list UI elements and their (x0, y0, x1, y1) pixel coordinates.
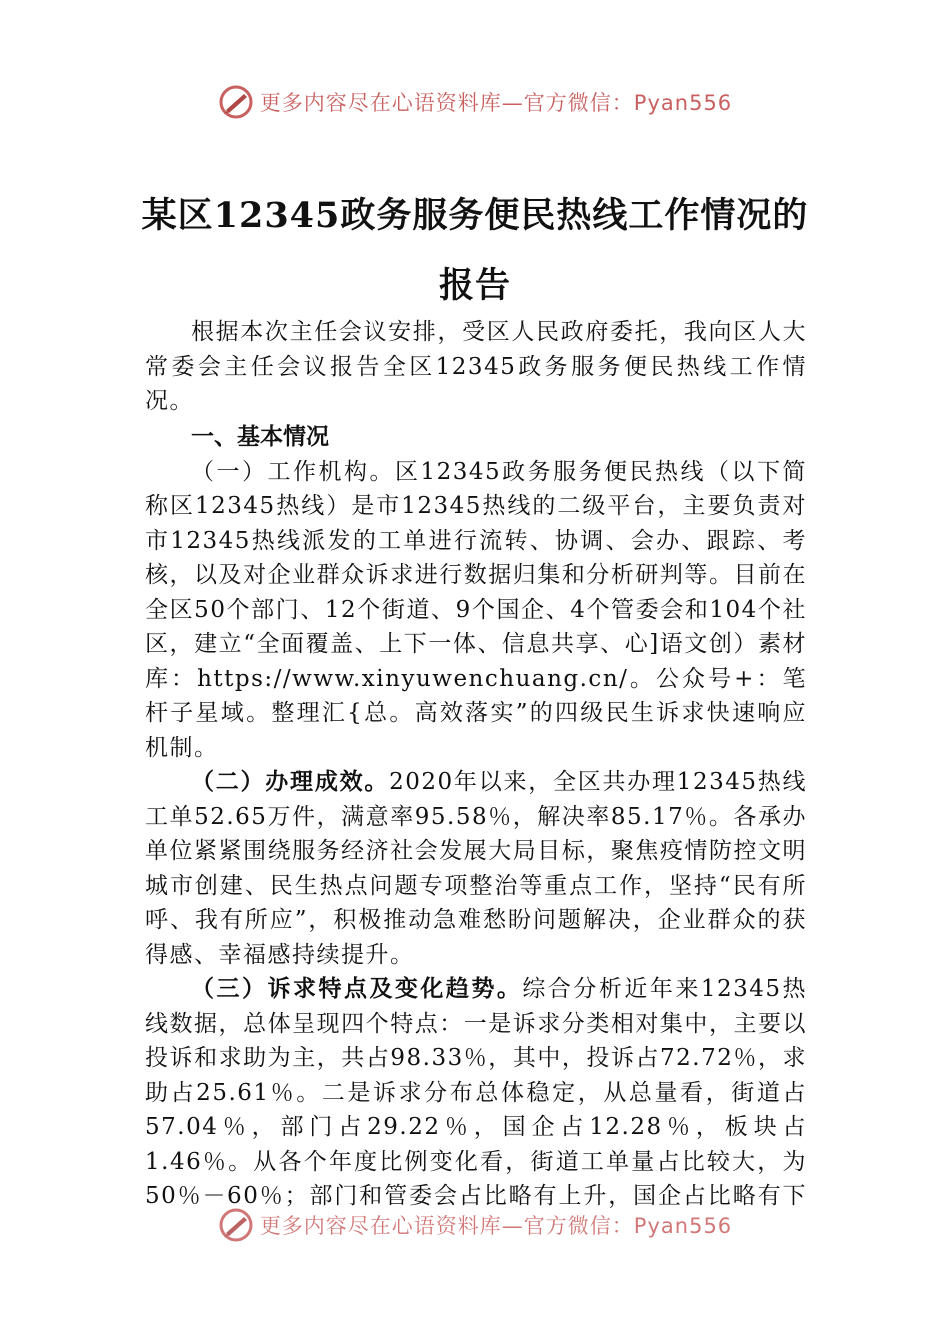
document-body (145, 315, 807, 1248)
pen-logo-icon (218, 84, 254, 120)
watermark-header (0, 84, 950, 120)
section-heading: 一、基本情况 (191, 423, 329, 450)
paragraph-lead: （三）诉求特点及变化趋势。 (191, 975, 523, 1002)
watermark-footer (0, 1207, 950, 1243)
paragraph-text: 工作机构。区12345政务服务便民热线（以下简称区12345热线）是市12345热线的二级平台，主要负责对市12345热线派发的工单进行流转、协调、会办、跟踪、考核，以及对企业群众诉求进行数据归集和分析研判等。目前在全区50个部门、12个街道、9个国企、4个管委会和104个社区，建立“全面覆盖、上下一体、信息共享、心]语文创）素材库：https://www.xinyuwenchuang.cn/。公众号+：笔杆子星域。整理汇{总。高效落实”的四级民生诉求快速响应机制。 (145, 458, 808, 761)
paragraph-text: 2020年以来，全区共办理12345热线工单52.65万件，满意率95.58％，解决率85.17％。各承办单位紧紧围绕服务经济社会发展大局目标，聚焦疫情防控文明城市创建、民生热点问题专项整治等重点工作，坚持“民有所呼、我有所应”，积极推动急难愁盼问题解决，企业群众的获得感、幸福感持续提升。 (145, 769, 808, 968)
paragraph-text: 综合分析近年来12345热线数据，总体呈现四个特点：一是诉求分类相对集中，主要以投诉和求助为主，共占98.33％，其中，投诉占72.72％，求助占25.61％。二是诉求分布总体稳定，从总量看，街道占57.04％，部门占29.22％，国企占12.28％，板块占1.46％。从各个年度比例变化看，街道工单量占比较大，为50％－60％；部门和管委会占比略有上升，国企占比略有下 (145, 976, 808, 1209)
paragraph-lead: （一） (191, 458, 268, 485)
watermark-text: 更多内容尽在心语资料库—官方微信：Pyan556 (259, 1214, 733, 1238)
document-title-line-1: 某区12345政务服务便民热线工作情况的 (141, 195, 809, 236)
paragraph-work-organization (145, 455, 807, 766)
intro-paragraph: 根据本次主任会议安排，受区人民政府委托，我向区人大常委会主任会议报告全区12345政务服务便民热线工作情况。 (145, 319, 807, 414)
document-title-line-2: 报告 (438, 265, 511, 306)
watermark-text: 更多内容尽在心语资料库—官方微信：Pyan556 (259, 91, 733, 115)
paragraph-lead: （二）办理成效。 (191, 768, 390, 795)
paragraph-results (145, 765, 807, 972)
pen-logo-icon (218, 1207, 254, 1243)
